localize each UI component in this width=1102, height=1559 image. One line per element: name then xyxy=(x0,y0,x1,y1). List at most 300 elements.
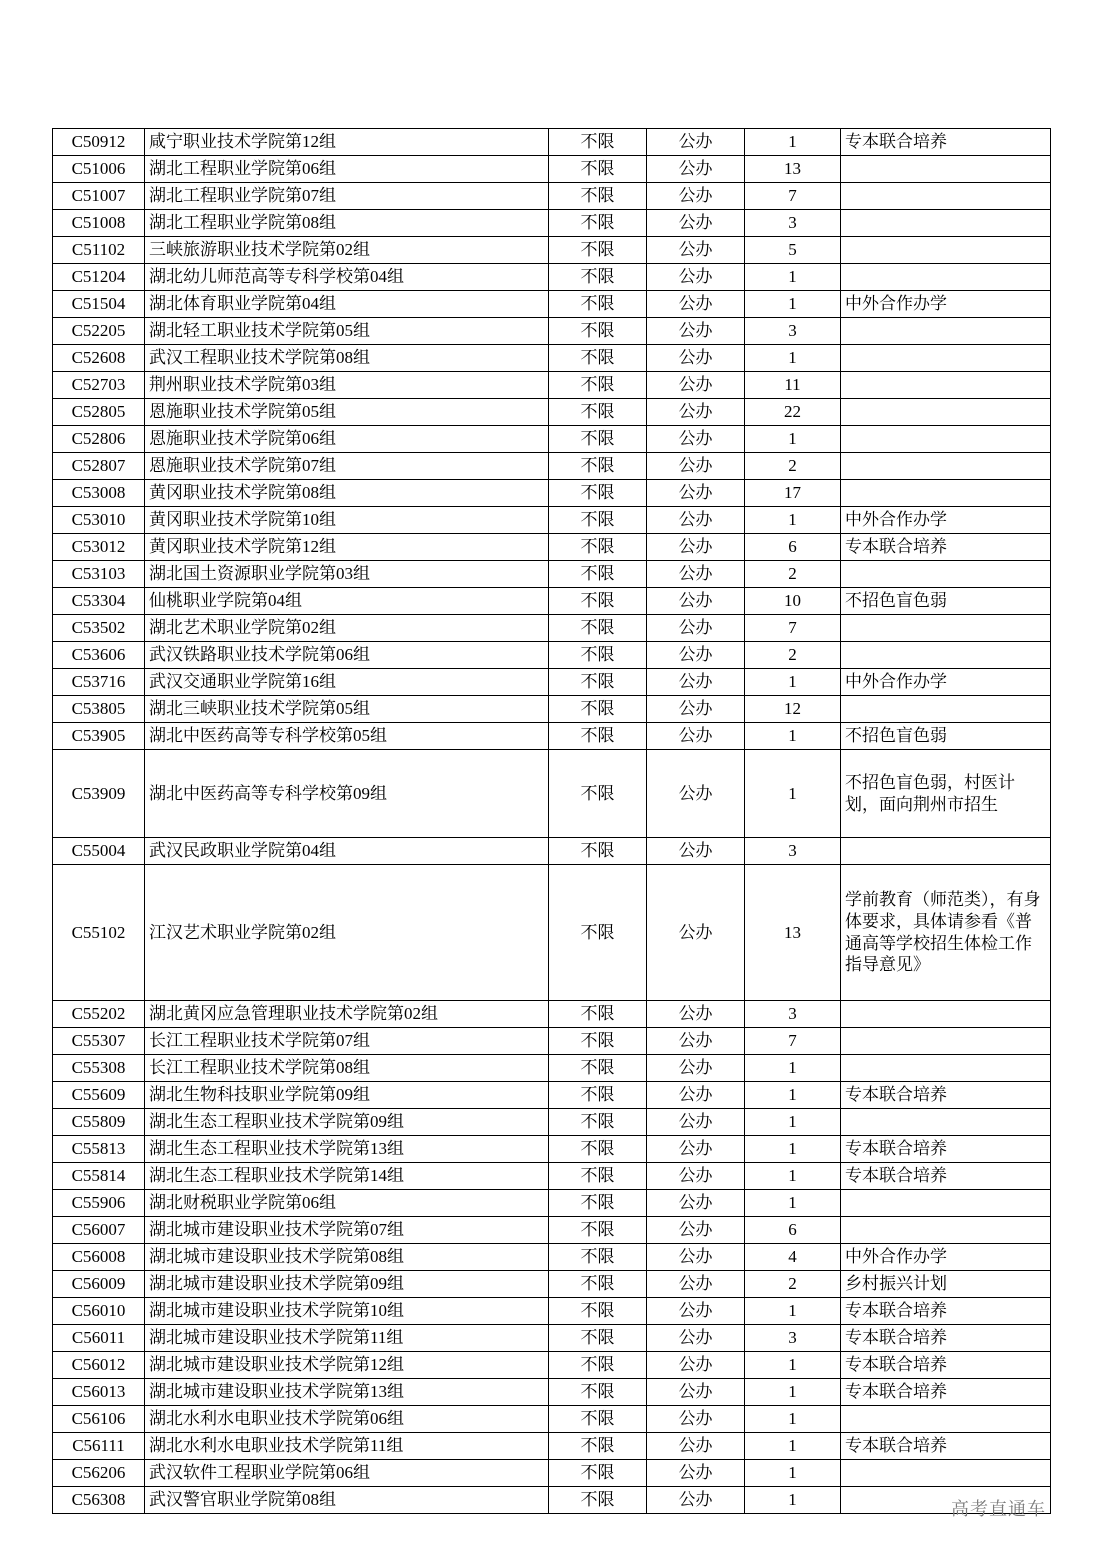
cell-subject-requirement: 不限 xyxy=(549,183,647,210)
cell-school-name: 江汉艺术职业学院第02组 xyxy=(145,865,549,1001)
table-row xyxy=(53,1271,1051,1298)
admissions-table xyxy=(52,128,1051,1514)
cell-subject-requirement: 不限 xyxy=(549,615,647,642)
cell-school-name: 湖北水利水电职业技术学院第11组 xyxy=(145,1433,549,1460)
cell-note xyxy=(841,183,1051,210)
cell-school-name: 仙桃职业学院第04组 xyxy=(145,588,549,615)
cell-plan-count: 1 xyxy=(745,291,841,318)
cell-subject-requirement: 不限 xyxy=(549,480,647,507)
cell-note xyxy=(841,615,1051,642)
cell-school-name: 湖北生态工程职业技术学院第14组 xyxy=(145,1163,549,1190)
cell-plan-count: 2 xyxy=(745,561,841,588)
cell-note xyxy=(841,561,1051,588)
cell-note: 专本联合培养 xyxy=(841,129,1051,156)
table-row xyxy=(53,156,1051,183)
cell-subject-requirement: 不限 xyxy=(549,1460,647,1487)
cell-school-type: 公办 xyxy=(647,696,745,723)
cell-school-name: 湖北中医药高等专科学校第05组 xyxy=(145,723,549,750)
cell-school-type: 公办 xyxy=(647,1406,745,1433)
cell-note: 专本联合培养 xyxy=(841,1136,1051,1163)
cell-code: C53103 xyxy=(53,561,145,588)
cell-plan-count: 1 xyxy=(745,507,841,534)
watermark: 高考直通车 xyxy=(951,1499,1046,1519)
cell-subject-requirement: 不限 xyxy=(549,669,647,696)
cell-note: 不招色盲色弱 xyxy=(841,588,1051,615)
table-body xyxy=(53,129,1051,1514)
cell-school-name: 湖北生态工程职业技术学院第13组 xyxy=(145,1136,549,1163)
cell-school-name: 湖北轻工职业技术学院第05组 xyxy=(145,318,549,345)
cell-code: C53805 xyxy=(53,696,145,723)
cell-note: 中外合作办学 xyxy=(841,1244,1051,1271)
cell-school-name: 恩施职业技术学院第05组 xyxy=(145,399,549,426)
cell-note: 专本联合培养 xyxy=(841,1298,1051,1325)
cell-plan-count: 3 xyxy=(745,210,841,237)
table-row xyxy=(53,210,1051,237)
cell-plan-count: 6 xyxy=(745,1217,841,1244)
cell-note: 乡村振兴计划 xyxy=(841,1271,1051,1298)
cell-plan-count: 17 xyxy=(745,480,841,507)
cell-plan-count: 1 xyxy=(745,1487,841,1514)
cell-code: C53716 xyxy=(53,669,145,696)
cell-code: C51008 xyxy=(53,210,145,237)
cell-plan-count: 1 xyxy=(745,345,841,372)
cell-note: 专本联合培养 xyxy=(841,534,1051,561)
cell-school-name: 湖北城市建设职业技术学院第12组 xyxy=(145,1352,549,1379)
cell-plan-count: 1 xyxy=(745,1406,841,1433)
cell-code: C56206 xyxy=(53,1460,145,1487)
cell-note: 专本联合培养 xyxy=(841,1163,1051,1190)
cell-code: C52805 xyxy=(53,399,145,426)
table-row xyxy=(53,1136,1051,1163)
cell-school-type: 公办 xyxy=(647,426,745,453)
cell-school-type: 公办 xyxy=(647,669,745,696)
cell-code: C55102 xyxy=(53,865,145,1001)
cell-school-type: 公办 xyxy=(647,1136,745,1163)
table-row xyxy=(53,318,1051,345)
table-row xyxy=(53,1406,1051,1433)
cell-school-name: 湖北城市建设职业技术学院第07组 xyxy=(145,1217,549,1244)
cell-subject-requirement: 不限 xyxy=(549,1190,647,1217)
cell-code: C53304 xyxy=(53,588,145,615)
cell-subject-requirement: 不限 xyxy=(549,1298,647,1325)
table-row xyxy=(53,588,1051,615)
cell-school-name: 湖北城市建设职业技术学院第08组 xyxy=(145,1244,549,1271)
cell-school-type: 公办 xyxy=(647,183,745,210)
cell-school-name: 湖北幼儿师范高等专科学校第04组 xyxy=(145,264,549,291)
cell-subject-requirement: 不限 xyxy=(549,237,647,264)
cell-school-name: 三峡旅游职业技术学院第02组 xyxy=(145,237,549,264)
table-row xyxy=(53,534,1051,561)
cell-code: C52703 xyxy=(53,372,145,399)
table-row xyxy=(53,669,1051,696)
cell-plan-count: 1 xyxy=(745,1163,841,1190)
cell-code: C55307 xyxy=(53,1028,145,1055)
cell-note: 中外合作办学 xyxy=(841,669,1051,696)
cell-school-type: 公办 xyxy=(647,480,745,507)
cell-school-type: 公办 xyxy=(647,1352,745,1379)
table-row xyxy=(53,1325,1051,1352)
cell-school-type: 公办 xyxy=(647,210,745,237)
cell-code: C53905 xyxy=(53,723,145,750)
cell-note xyxy=(841,453,1051,480)
cell-code: C52608 xyxy=(53,345,145,372)
cell-school-type: 公办 xyxy=(647,1244,745,1271)
cell-school-name: 武汉工程职业技术学院第08组 xyxy=(145,345,549,372)
table-row xyxy=(53,1055,1051,1082)
cell-subject-requirement: 不限 xyxy=(549,129,647,156)
cell-code: C56013 xyxy=(53,1379,145,1406)
cell-school-type: 公办 xyxy=(647,588,745,615)
cell-subject-requirement: 不限 xyxy=(549,723,647,750)
cell-code: C53502 xyxy=(53,615,145,642)
cell-note xyxy=(841,1460,1051,1487)
cell-note: 专本联合培养 xyxy=(841,1352,1051,1379)
cell-plan-count: 2 xyxy=(745,1271,841,1298)
cell-school-type: 公办 xyxy=(647,1001,745,1028)
cell-subject-requirement: 不限 xyxy=(549,1001,647,1028)
cell-plan-count: 1 xyxy=(745,129,841,156)
cell-school-name: 湖北国土资源职业学院第03组 xyxy=(145,561,549,588)
cell-school-type: 公办 xyxy=(647,264,745,291)
cell-school-name: 荆州职业技术学院第03组 xyxy=(145,372,549,399)
cell-subject-requirement: 不限 xyxy=(549,345,647,372)
cell-school-type: 公办 xyxy=(647,1433,745,1460)
table-row xyxy=(53,345,1051,372)
cell-note xyxy=(841,1001,1051,1028)
cell-note xyxy=(841,156,1051,183)
cell-school-type: 公办 xyxy=(647,1217,745,1244)
cell-school-name: 长江工程职业技术学院第08组 xyxy=(145,1055,549,1082)
cell-note: 专本联合培养 xyxy=(841,1379,1051,1406)
cell-plan-count: 3 xyxy=(745,838,841,865)
cell-subject-requirement: 不限 xyxy=(549,1379,647,1406)
cell-plan-count: 1 xyxy=(745,1190,841,1217)
cell-plan-count: 3 xyxy=(745,1001,841,1028)
cell-school-name: 武汉铁路职业技术学院第06组 xyxy=(145,642,549,669)
table-row xyxy=(53,1190,1051,1217)
cell-note xyxy=(841,237,1051,264)
cell-school-name: 黄冈职业技术学院第10组 xyxy=(145,507,549,534)
cell-note xyxy=(841,318,1051,345)
cell-school-type: 公办 xyxy=(647,129,745,156)
table-row xyxy=(53,1001,1051,1028)
cell-note xyxy=(841,838,1051,865)
cell-plan-count: 1 xyxy=(745,1136,841,1163)
cell-school-type: 公办 xyxy=(647,1163,745,1190)
cell-plan-count: 11 xyxy=(745,372,841,399)
cell-subject-requirement: 不限 xyxy=(549,1325,647,1352)
cell-plan-count: 1 xyxy=(745,1379,841,1406)
cell-note xyxy=(841,426,1051,453)
cell-school-name: 恩施职业技术学院第06组 xyxy=(145,426,549,453)
cell-school-name: 恩施职业技术学院第07组 xyxy=(145,453,549,480)
cell-school-type: 公办 xyxy=(647,399,745,426)
cell-plan-count: 10 xyxy=(745,588,841,615)
table-row xyxy=(53,642,1051,669)
cell-school-name: 武汉软件工程职业学院第06组 xyxy=(145,1460,549,1487)
cell-note xyxy=(841,1406,1051,1433)
cell-plan-count: 1 xyxy=(745,723,841,750)
cell-note: 不招色盲色弱 xyxy=(841,723,1051,750)
cell-plan-count: 4 xyxy=(745,1244,841,1271)
table-row xyxy=(53,1244,1051,1271)
cell-plan-count: 2 xyxy=(745,453,841,480)
cell-code: C55308 xyxy=(53,1055,145,1082)
cell-plan-count: 3 xyxy=(745,1325,841,1352)
cell-plan-count: 2 xyxy=(745,642,841,669)
cell-subject-requirement: 不限 xyxy=(549,1433,647,1460)
table-row xyxy=(53,750,1051,838)
cell-code: C51102 xyxy=(53,237,145,264)
cell-code: C56012 xyxy=(53,1352,145,1379)
table-row xyxy=(53,1379,1051,1406)
cell-code: C55906 xyxy=(53,1190,145,1217)
cell-plan-count: 3 xyxy=(745,318,841,345)
cell-code: C51007 xyxy=(53,183,145,210)
cell-plan-count: 1 xyxy=(745,1055,841,1082)
cell-school-type: 公办 xyxy=(647,534,745,561)
cell-school-name: 湖北中医药高等专科学校第09组 xyxy=(145,750,549,838)
cell-subject-requirement: 不限 xyxy=(549,1217,647,1244)
cell-note xyxy=(841,264,1051,291)
table-row xyxy=(53,1433,1051,1460)
cell-school-type: 公办 xyxy=(647,453,745,480)
cell-subject-requirement: 不限 xyxy=(549,1271,647,1298)
cell-plan-count: 1 xyxy=(745,750,841,838)
cell-code: C56106 xyxy=(53,1406,145,1433)
cell-note xyxy=(841,345,1051,372)
cell-code: C53012 xyxy=(53,534,145,561)
table-row xyxy=(53,453,1051,480)
cell-school-type: 公办 xyxy=(647,1055,745,1082)
cell-code: C51504 xyxy=(53,291,145,318)
cell-school-type: 公办 xyxy=(647,1082,745,1109)
cell-school-type: 公办 xyxy=(647,561,745,588)
cell-school-name: 湖北城市建设职业技术学院第11组 xyxy=(145,1325,549,1352)
cell-note xyxy=(841,1055,1051,1082)
table-row xyxy=(53,1298,1051,1325)
cell-school-name: 湖北城市建设职业技术学院第10组 xyxy=(145,1298,549,1325)
cell-school-name: 湖北黄冈应急管理职业技术学院第02组 xyxy=(145,1001,549,1028)
cell-school-name: 武汉警官职业学院第08组 xyxy=(145,1487,549,1514)
cell-school-name: 武汉民政职业学院第04组 xyxy=(145,838,549,865)
cell-school-name: 湖北生态工程职业技术学院第09组 xyxy=(145,1109,549,1136)
cell-code: C53909 xyxy=(53,750,145,838)
cell-school-name: 武汉交通职业学院第16组 xyxy=(145,669,549,696)
cell-school-type: 公办 xyxy=(647,642,745,669)
cell-school-type: 公办 xyxy=(647,1298,745,1325)
cell-school-type: 公办 xyxy=(647,1028,745,1055)
table-row xyxy=(53,561,1051,588)
cell-code: C56007 xyxy=(53,1217,145,1244)
cell-code: C55813 xyxy=(53,1136,145,1163)
cell-plan-count: 5 xyxy=(745,237,841,264)
cell-school-name: 湖北工程职业学院第07组 xyxy=(145,183,549,210)
cell-school-type: 公办 xyxy=(647,345,745,372)
cell-subject-requirement: 不限 xyxy=(549,1163,647,1190)
table-row xyxy=(53,291,1051,318)
cell-note: 中外合作办学 xyxy=(841,291,1051,318)
cell-school-name: 湖北工程职业学院第06组 xyxy=(145,156,549,183)
cell-subject-requirement: 不限 xyxy=(549,838,647,865)
table-row xyxy=(53,1028,1051,1055)
cell-note xyxy=(841,1190,1051,1217)
cell-school-name: 湖北财税职业学院第06组 xyxy=(145,1190,549,1217)
cell-subject-requirement: 不限 xyxy=(549,1487,647,1514)
cell-subject-requirement: 不限 xyxy=(549,1352,647,1379)
cell-code: C50912 xyxy=(53,129,145,156)
cell-note xyxy=(841,372,1051,399)
table-row xyxy=(53,615,1051,642)
cell-school-type: 公办 xyxy=(647,318,745,345)
table-row xyxy=(53,723,1051,750)
cell-school-name: 湖北水利水电职业技术学院第06组 xyxy=(145,1406,549,1433)
cell-code: C56308 xyxy=(53,1487,145,1514)
cell-plan-count: 7 xyxy=(745,615,841,642)
table-row xyxy=(53,1109,1051,1136)
cell-subject-requirement: 不限 xyxy=(549,318,647,345)
cell-school-type: 公办 xyxy=(647,865,745,1001)
cell-plan-count: 1 xyxy=(745,426,841,453)
cell-note: 专本联合培养 xyxy=(841,1433,1051,1460)
table-row xyxy=(53,1352,1051,1379)
cell-plan-count: 22 xyxy=(745,399,841,426)
cell-school-type: 公办 xyxy=(647,291,745,318)
cell-plan-count: 12 xyxy=(745,696,841,723)
cell-school-type: 公办 xyxy=(647,723,745,750)
cell-code: C53010 xyxy=(53,507,145,534)
cell-school-type: 公办 xyxy=(647,615,745,642)
cell-school-name: 湖北城市建设职业技术学院第13组 xyxy=(145,1379,549,1406)
table-row xyxy=(53,426,1051,453)
table-row xyxy=(53,129,1051,156)
cell-code: C52806 xyxy=(53,426,145,453)
cell-subject-requirement: 不限 xyxy=(549,264,647,291)
cell-note xyxy=(841,480,1051,507)
cell-school-name: 湖北生物科技职业学院第09组 xyxy=(145,1082,549,1109)
cell-subject-requirement: 不限 xyxy=(549,372,647,399)
cell-subject-requirement: 不限 xyxy=(549,865,647,1001)
table-row xyxy=(53,480,1051,507)
cell-subject-requirement: 不限 xyxy=(549,453,647,480)
cell-subject-requirement: 不限 xyxy=(549,399,647,426)
cell-subject-requirement: 不限 xyxy=(549,534,647,561)
cell-subject-requirement: 不限 xyxy=(549,507,647,534)
cell-subject-requirement: 不限 xyxy=(549,1028,647,1055)
cell-plan-count: 13 xyxy=(745,156,841,183)
table-row xyxy=(53,865,1051,1001)
table-row xyxy=(53,838,1051,865)
cell-note xyxy=(841,696,1051,723)
cell-code: C56008 xyxy=(53,1244,145,1271)
cell-note xyxy=(841,642,1051,669)
table-row xyxy=(53,696,1051,723)
cell-subject-requirement: 不限 xyxy=(549,561,647,588)
cell-school-name: 湖北城市建设职业技术学院第09组 xyxy=(145,1271,549,1298)
cell-code: C52807 xyxy=(53,453,145,480)
cell-plan-count: 7 xyxy=(745,1028,841,1055)
cell-school-type: 公办 xyxy=(647,1271,745,1298)
table-row xyxy=(53,264,1051,291)
cell-subject-requirement: 不限 xyxy=(549,1055,647,1082)
cell-code: C56111 xyxy=(53,1433,145,1460)
cell-plan-count: 1 xyxy=(745,1460,841,1487)
cell-plan-count: 1 xyxy=(745,1082,841,1109)
cell-note xyxy=(841,1217,1051,1244)
cell-code: C51006 xyxy=(53,156,145,183)
cell-code: C55809 xyxy=(53,1109,145,1136)
cell-subject-requirement: 不限 xyxy=(549,588,647,615)
table-row xyxy=(53,1082,1051,1109)
cell-school-type: 公办 xyxy=(647,1487,745,1514)
cell-plan-count: 13 xyxy=(745,865,841,1001)
cell-code: C55814 xyxy=(53,1163,145,1190)
table-row xyxy=(53,507,1051,534)
cell-subject-requirement: 不限 xyxy=(549,696,647,723)
cell-plan-count: 1 xyxy=(745,264,841,291)
cell-school-type: 公办 xyxy=(647,372,745,399)
table-row xyxy=(53,399,1051,426)
cell-code: C55202 xyxy=(53,1001,145,1028)
cell-note: 不招色盲色弱，村医计划，面向荆州市招生 xyxy=(841,750,1051,838)
cell-plan-count: 1 xyxy=(745,1352,841,1379)
cell-subject-requirement: 不限 xyxy=(549,1244,647,1271)
cell-subject-requirement: 不限 xyxy=(549,1109,647,1136)
cell-note xyxy=(841,210,1051,237)
table-row xyxy=(53,1460,1051,1487)
cell-school-type: 公办 xyxy=(647,1460,745,1487)
cell-school-name: 湖北三峡职业技术学院第05组 xyxy=(145,696,549,723)
cell-school-name: 黄冈职业技术学院第08组 xyxy=(145,480,549,507)
cell-school-name: 湖北艺术职业学院第02组 xyxy=(145,615,549,642)
cell-subject-requirement: 不限 xyxy=(549,291,647,318)
table-row xyxy=(53,183,1051,210)
cell-plan-count: 7 xyxy=(745,183,841,210)
cell-subject-requirement: 不限 xyxy=(549,1406,647,1433)
cell-code: C55004 xyxy=(53,838,145,865)
cell-subject-requirement: 不限 xyxy=(549,1136,647,1163)
table-row xyxy=(53,1163,1051,1190)
cell-plan-count: 1 xyxy=(745,1433,841,1460)
cell-school-name: 黄冈职业技术学院第12组 xyxy=(145,534,549,561)
cell-school-name: 咸宁职业技术学院第12组 xyxy=(145,129,549,156)
cell-school-type: 公办 xyxy=(647,1190,745,1217)
cell-code: C52205 xyxy=(53,318,145,345)
cell-subject-requirement: 不限 xyxy=(549,426,647,453)
cell-note: 学前教育（师范类），有身体要求，具体请参看《普通高等学校招生体检工作指导意见》 xyxy=(841,865,1051,1001)
cell-code: C53008 xyxy=(53,480,145,507)
cell-school-type: 公办 xyxy=(647,507,745,534)
cell-code: C51204 xyxy=(53,264,145,291)
cell-plan-count: 1 xyxy=(745,1298,841,1325)
cell-code: C55609 xyxy=(53,1082,145,1109)
cell-note: 专本联合培养 xyxy=(841,1325,1051,1352)
cell-school-type: 公办 xyxy=(647,1379,745,1406)
cell-note xyxy=(841,1028,1051,1055)
cell-plan-count: 6 xyxy=(745,534,841,561)
cell-school-type: 公办 xyxy=(647,1109,745,1136)
cell-school-type: 公办 xyxy=(647,1325,745,1352)
cell-plan-count: 1 xyxy=(745,1109,841,1136)
cell-school-type: 公办 xyxy=(647,237,745,264)
cell-note: 中外合作办学 xyxy=(841,507,1051,534)
cell-school-name: 湖北工程职业学院第08组 xyxy=(145,210,549,237)
table-row xyxy=(53,1487,1051,1514)
cell-school-name: 湖北体育职业学院第04组 xyxy=(145,291,549,318)
cell-code: C56011 xyxy=(53,1325,145,1352)
table-row xyxy=(53,372,1051,399)
cell-school-type: 公办 xyxy=(647,156,745,183)
